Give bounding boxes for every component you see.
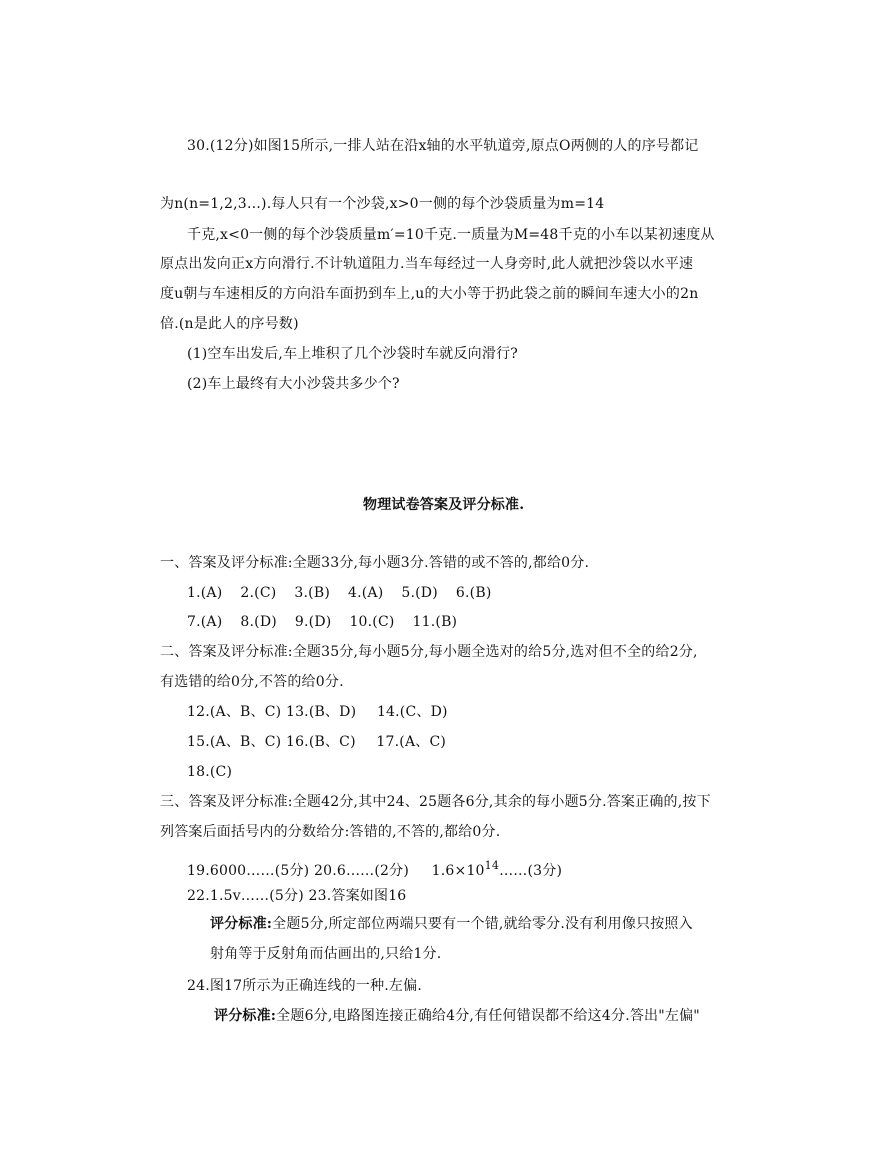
answer-18: 18.(C) — [187, 764, 233, 780]
answer-9: 9.(D) — [294, 614, 332, 630]
section-2-answers-row-1 — [187, 702, 448, 722]
answer-16: 16.(B、C) — [285, 734, 356, 750]
problem-30-question-1: (1)空车出发后,车上堆积了几个沙袋时车就反向滑行? — [187, 346, 518, 362]
section-2-answers-row-2 — [187, 732, 446, 752]
criteria-label: 评分标准: — [214, 1008, 277, 1024]
section-2-header-line-2: 有选错的给0分,不答的给0分. — [160, 674, 344, 690]
answer-3: 3.(B) — [294, 585, 330, 601]
problem-30-line-3: 千克,x<0一侧的每个沙袋质量m′=10千克.一质量为M=48千克的小车以某初速度从 — [187, 227, 715, 243]
answer-8: 8.(D) — [240, 614, 277, 630]
section-1-answers-row-1 — [187, 583, 509, 603]
problem-30-line-5: 度u朝与车速相反的方向沿车面扔到车上,u的大小等于扔此袋之前的瞬间车速大小的2n — [160, 286, 699, 302]
answer-21 — [431, 859, 563, 879]
criteria-label: 评分标准: — [210, 916, 273, 932]
answer-21-exponent: 14 — [484, 859, 500, 872]
section-3-answers-19-21 — [187, 856, 562, 881]
answer-24: 24.图17所示为正确连线的一种.左偏. — [187, 978, 422, 994]
criteria-24-line — [214, 1006, 700, 1026]
answer-10: 10.(C) — [349, 614, 395, 630]
answer-22: 22.1.5v……(5分) — [187, 888, 304, 904]
criteria-24-text: 全题6分,电路图连接正确给4分,有任何错误都不给这4分.答出"左偏" — [276, 1008, 700, 1024]
section-3-header-line-2: 列答案后面括号内的分数给分:答错的,不答的,都给0分. — [160, 824, 501, 840]
section-3-answers-22-23 — [187, 886, 406, 906]
problem-30-question-2: (2)车上最终有大小沙袋共多少个? — [187, 376, 400, 392]
answer-4: 4.(A) — [347, 585, 384, 601]
criteria-23-text-1: 全题5分,所定部位两端只要有一个错,就给零分.没有利用像只按照入 — [272, 916, 693, 932]
problem-30-line-6: 倍.(n是此人的序号数) — [160, 316, 299, 332]
answer-21-base: 1.6×10 — [431, 863, 485, 879]
answer-1: 1.(A) — [187, 585, 223, 601]
answer-13: 13.(B、D) — [285, 704, 357, 720]
answer-12: 12.(A、B、C) — [187, 704, 282, 720]
answer-11: 11.(B) — [412, 614, 458, 630]
section-2-answers-row-3 — [187, 762, 232, 782]
criteria-23-line-1 — [210, 914, 693, 934]
answer-23: 23.答案如图16 — [308, 888, 407, 904]
answer-14: 14.(C、D) — [376, 704, 448, 720]
answer-21-suffix: ……(3分) — [499, 863, 563, 879]
answer-5: 5.(D) — [401, 585, 438, 601]
problem-30-line-4: 原点出发向正x方向滑行.不计轨道阻力.当车每经过一人身旁时,此人就把沙袋以水平速 — [160, 256, 694, 272]
answer-6: 6.(B) — [455, 585, 492, 601]
problem-30-line-2: 为n(n=1,2,3…).每人只有一个沙袋,x>0一侧的每个沙袋质量为m=14 — [160, 196, 605, 212]
section-1-header: 一、答案及评分标准:全题33分,每小题3分.答错的或不答的,都给0分. — [160, 555, 590, 571]
answer-2: 2.(C) — [240, 585, 277, 601]
answer-7: 7.(A) — [187, 614, 223, 630]
answer-19: 19.6000……(5分) — [187, 863, 310, 879]
answer-15: 15.(A、B、C) — [187, 734, 282, 750]
answer-key-title: 物理试卷答案及评分标准. — [363, 497, 525, 513]
section-2-header-line-1: 二、答案及评分标准:全题35分,每小题5分,每小题全选对的给5分,选对但不全的给2分, — [160, 644, 698, 660]
section-1-answers-row-2 — [187, 612, 475, 632]
section-3-header-line-1: 三、答案及评分标准:全题42分,其中24、25题各6分,其余的每小题5分.答案正确的,按下 — [160, 794, 711, 810]
problem-30-line-1: 30.(12分)如图15所示,一排人站在沿x轴的水平轨道旁,原点O两侧的人的序号都记 — [187, 138, 699, 154]
answer-20: 20.6……(2分) — [313, 863, 409, 879]
criteria-23-line-2: 射角等于反射角而估画出的,只给1分. — [210, 946, 442, 962]
answer-17: 17.(A、C) — [376, 734, 447, 750]
